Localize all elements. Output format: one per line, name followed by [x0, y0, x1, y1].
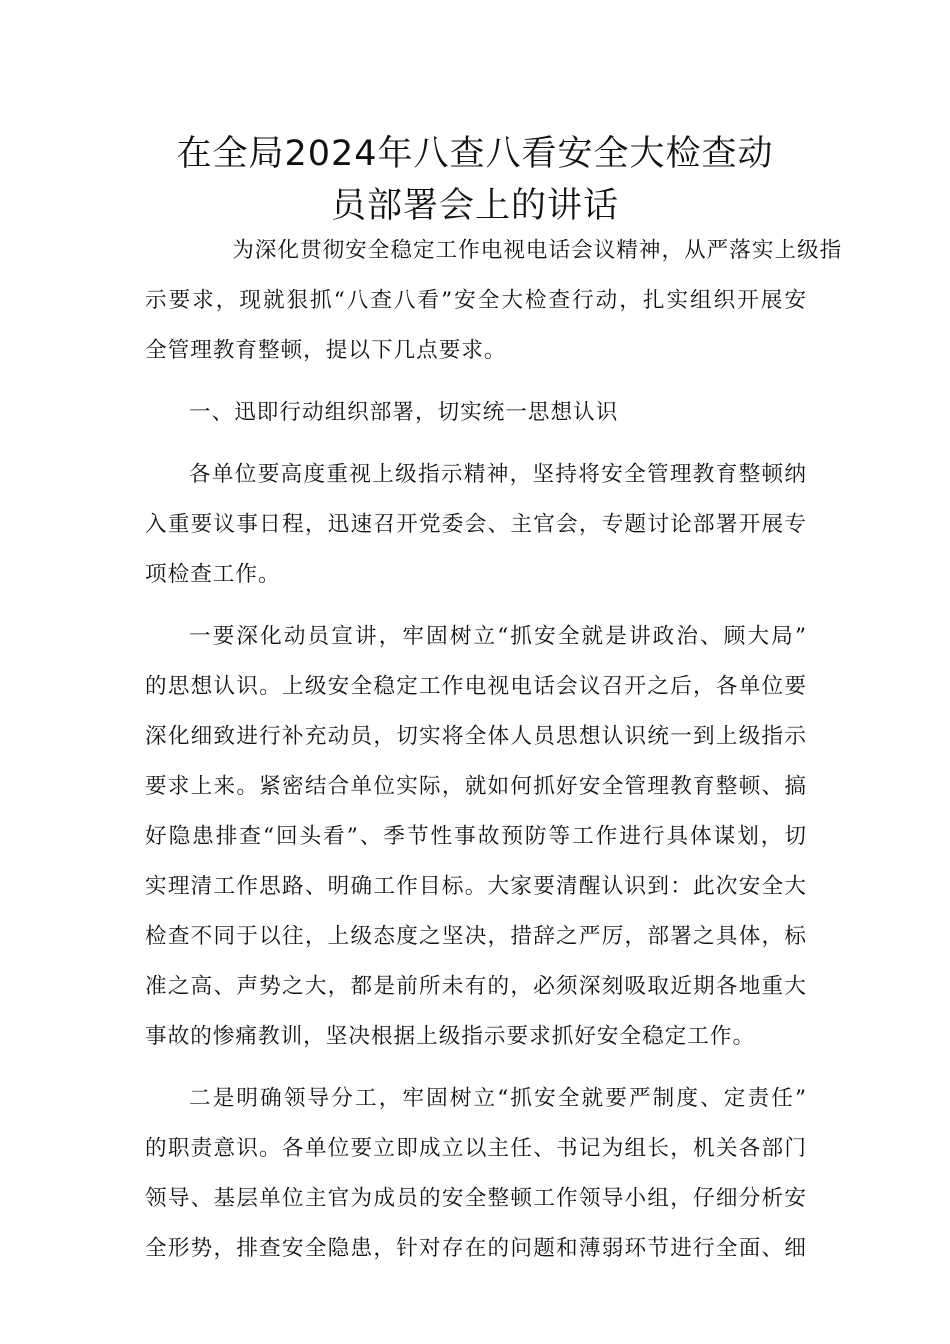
- paragraph-intro: [145, 226, 843, 376]
- text-line: 的思想认识。上级安全稳定工作电视电话会议召开之后，各单位要: [145, 674, 807, 699]
- document-body: [145, 226, 843, 1274]
- text-line: 各单位要高度重视上级指示精神，坚持将安全管理教育整顿纳: [189, 462, 807, 487]
- title-line-1: 在全局2024年八查八看安全大检查动: [176, 134, 774, 174]
- text-line: 准之高、声势之大，都是前所未有的，必须深刻吸取近期各地重大: [145, 974, 807, 999]
- text-line: 要求上来。紧密结合单位实际，就如何抓好安全管理教育整顿、搞: [145, 774, 807, 799]
- text-line: 项检查工作。: [145, 562, 281, 587]
- text-line: 好隐患排查“回头看”、季节性事故预防等工作进行具体谋划，切: [145, 824, 807, 849]
- text-line: 深化细致进行补充动员，切实将全体人员思想认识统一到上级指示: [145, 724, 807, 749]
- text-line: 领导、基层单位主官为成员的安全整顿工作领导小组，仔细分析安: [145, 1186, 807, 1211]
- text-line: 全形势，排查安全隐患，针对存在的问题和薄弱环节进行全面、细: [145, 1236, 807, 1261]
- text-line: 实理清工作思路、明确工作目标。大家要清醒认识到：此次安全大: [145, 874, 807, 899]
- text-line: 全管理教育整顿，提以下几点要求。: [145, 338, 507, 363]
- title-line-2: 员部署会上的讲话: [330, 186, 619, 226]
- text-line: 入重要议事日程，迅速召开党委会、主官会，专题讨论部署开展专: [145, 512, 807, 537]
- paragraph-attention: [145, 450, 807, 600]
- text-line: 检查不同于以往，上级态度之坚决，措辞之严厉，部署之具体，标: [145, 924, 807, 949]
- section-heading-text: 一、迅即行动组织部署，切实统一思想认识: [189, 400, 619, 425]
- text-line: 示要求，现就狠抓“八查八看”安全大检查行动，扎实组织开展安: [145, 288, 807, 313]
- document-title: [120, 128, 830, 232]
- text-line: 事故的惨痛教训，坚决根据上级指示要求抓好安全稳定工作。: [145, 1024, 756, 1049]
- text-line: 一要深化动员宣讲，牢固树立“抓安全就是讲政治、顾大局”: [189, 624, 807, 649]
- text-line: 为深化贯彻安全稳定工作电视电话会议精神，从严落实上级指: [232, 238, 843, 263]
- paragraph-mobilization: [145, 612, 807, 1062]
- paragraph-leadership: [145, 1074, 807, 1274]
- text-line: 二是明确领导分工，牢固树立“抓安全就要严制度、定责任”: [189, 1086, 807, 1111]
- text-line: 的职责意识。各单位要立即成立以主任、书记为组长，机关各部门: [145, 1136, 807, 1161]
- section-heading-1: [145, 388, 807, 438]
